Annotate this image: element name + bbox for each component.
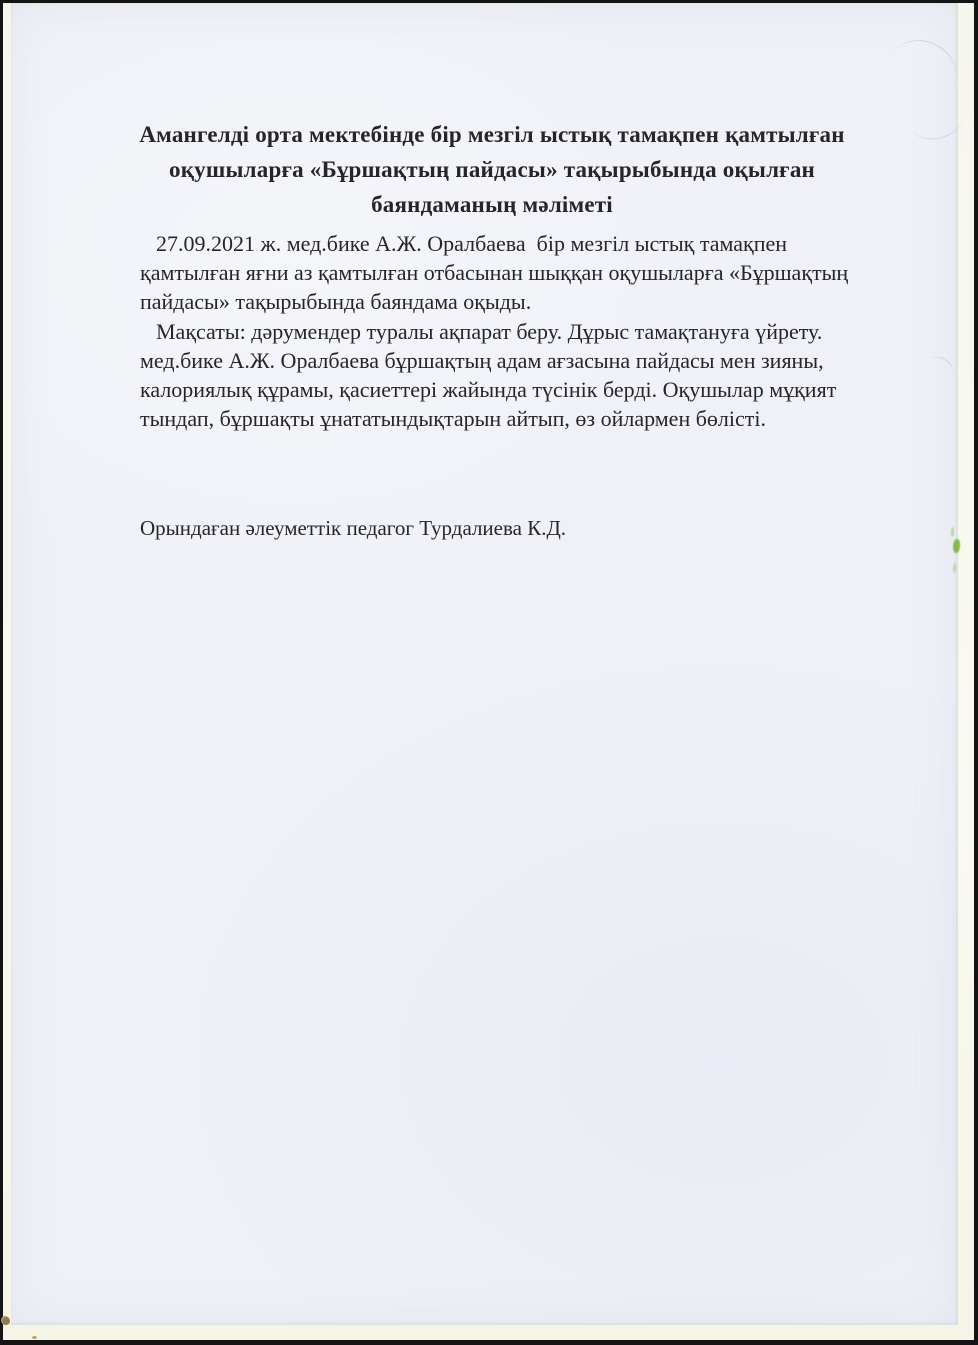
title-line-3: баяндаманың мәліметі	[371, 192, 613, 217]
signature-text: Орындаған әлеуметтік педагог Турдалиева К.Д.	[140, 516, 567, 540]
title-line-1: Амангелді орта мектебінде бір мезгіл ыстық тамақпен қамтылған	[139, 122, 845, 147]
paragraph-1-line-3: пайдасы» тақырыбында баяндама оқыды.	[140, 289, 532, 315]
document-signature-line	[140, 515, 740, 541]
document-body	[140, 229, 870, 433]
document-title	[132, 117, 852, 222]
title-line-2: оқушыларға «Бұршақтың пайдасы» тақырыбында оқылған	[169, 157, 815, 182]
paragraph-2-line-2: мед.бике А.Ж. Оралбаева бұршақтың адам ағзасына пайдасы мен зияны,	[140, 347, 824, 373]
paragraph-2-line-3: калориялық құрамы, қасиеттері жайында түсінік берді. Оқушылар мұқият	[140, 377, 837, 403]
document-page	[11, 3, 958, 1325]
paragraph-1-line-2: қамтылған яғни аз қамтылған отбасынан шыққан оқушыларға «Бұршақтың	[140, 260, 849, 286]
scanner-background	[3, 3, 974, 1340]
paragraph-2-line-4: тындап, бұршақты ұнататындықтарын айтып, өз ойлармен бөлісті.	[140, 406, 766, 432]
paragraph-1-line-1: 27.09.2021 ж. мед.бике А.Ж. Оралбаева бір мезгіл ыстық тамақпен	[156, 231, 788, 256]
paragraph-2-line-1: Мақсаты: дәрумендер туралы ақпарат беру. Дұрыс тамақтануға үйрету.	[156, 318, 823, 344]
